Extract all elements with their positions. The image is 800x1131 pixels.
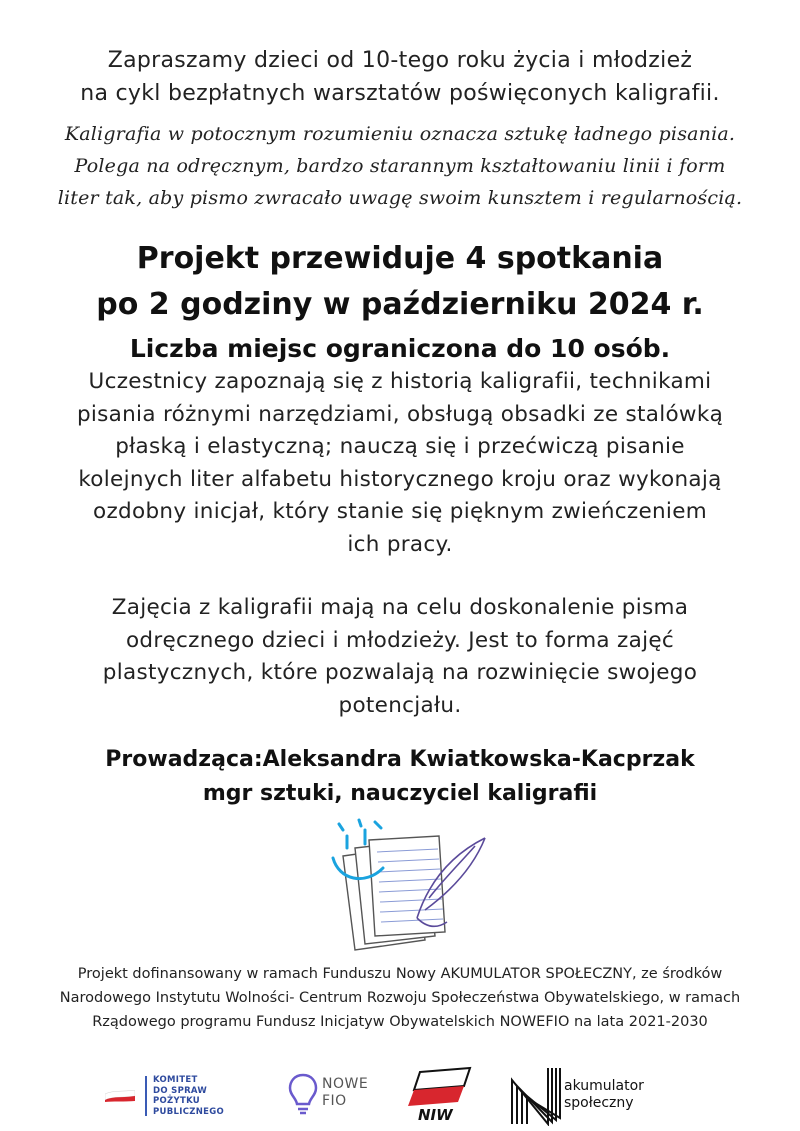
kdspp-divider [145, 1076, 147, 1116]
sponsor-logos [0, 1062, 800, 1128]
polish-flag-icon [105, 1090, 135, 1102]
script-line: Polega na odręcznym, bardzo starannym kształtowaniu linii i form [74, 155, 726, 177]
intro-paragraph [20, 44, 780, 110]
funding-note [10, 962, 790, 1034]
instructor-block [10, 743, 790, 811]
goals-paragraph [20, 592, 780, 722]
paper-sheets-icon [343, 836, 445, 950]
akumulator-logo-text: akumulator społeczny [564, 1078, 644, 1111]
calligraphy-definition [18, 118, 782, 214]
niw-flag-icon [408, 1066, 476, 1106]
description-line: płaską i elastyczną; nauczą się i przećwiczą pisanie [115, 434, 685, 459]
seat-limit-heading: Liczba miejsc ograniczona do 10 osób. [129, 334, 671, 363]
paper-quill-smiley-illustration [325, 818, 490, 958]
instructor-title: mgr sztuki, nauczyciel kaligrafii [202, 781, 598, 806]
nowefio-logo [288, 1070, 388, 1120]
script-line: liter tak, aby pismo zwracało uwagę swoim kunsztem i regularnością. [57, 187, 743, 209]
funding-line: Projekt dofinansowany w ramach Funduszu Nowy AKUMULATOR SPOŁECZNY, ze środków [77, 966, 723, 982]
akumulator-n-icon [508, 1064, 564, 1126]
project-line: Projekt przewiduje 4 spotkania [136, 241, 664, 276]
kdspp-logo [105, 1072, 255, 1118]
funding-line: Rządowego programu Fundusz Inicjatyw Obywatelskich NOWEFIO na lata 2021-2030 [92, 1014, 708, 1030]
description-line: ich pracy. [347, 531, 453, 557]
description-line: pisania różnymi narzędziami, obsługą obsadki ze stalówką [76, 401, 724, 427]
goals-line: plastycznych, które pozwalają na rozwinięcie swojego [102, 660, 698, 685]
goals-line: odręcznego dzieci i młodzieży. Jest to forma zajęć [125, 627, 675, 653]
akumulator-logo [508, 1064, 658, 1126]
description-line: Uczestnicy zapoznają się z historią kaligrafii, technikami [88, 369, 712, 394]
intro-line: Zapraszamy dzieci od 10-tego roku życia i młodzież [107, 48, 693, 73]
goals-line: Zajęcia z kaligrafii mają na celu doskonalenie pisma [111, 595, 689, 620]
nowefio-logo-text: NOWE FIO [322, 1076, 369, 1109]
goals-line: potencjału. [338, 692, 462, 718]
niw-logo [408, 1066, 476, 1124]
niw-logo-text: NIW [418, 1106, 453, 1124]
kdspp-logo-text: KOMITET DO SPRAW POŻYTKU PUBLICZNEGO [153, 1075, 225, 1117]
description-line: kolejnych liter alfabetu historycznego kroju oraz wykonają [78, 466, 722, 492]
funding-line: Narodowego Instytutu Wolności- Centrum Rozwoju Społeczeństwa Obywatelskiego, w ramach [59, 990, 741, 1006]
script-line: Kaligrafia w potocznym rozumieniu oznacza sztukę ładnego pisania. [64, 123, 736, 145]
lightbulb-icon [288, 1072, 318, 1116]
intro-line: na cykl bezpłatnych warsztatów poświęconych kaligrafii. [80, 81, 720, 106]
project-line: po 2 godziny w październiku 2024 r. [96, 287, 704, 322]
instructor-name: Prowadząca:Aleksandra Kwiatkowska-Kacprzak [105, 747, 695, 772]
description-line: ozdobny inicjał, który stanie się pięknym zwieńczeniem [93, 499, 707, 524]
project-heading [20, 236, 780, 328]
description-paragraph [20, 366, 780, 561]
